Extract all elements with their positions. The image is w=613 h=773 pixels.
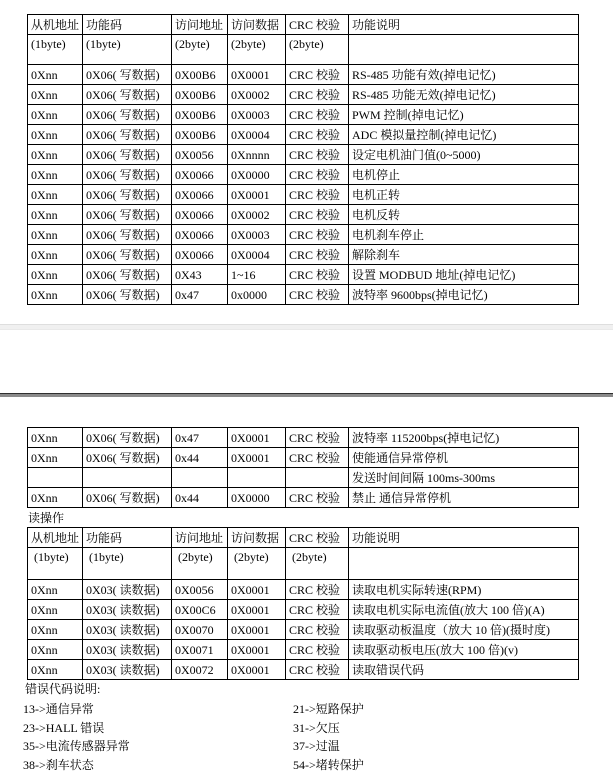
table-row <box>28 205 579 225</box>
table-cell: 0X0072 <box>172 660 228 680</box>
read-table-byte-row <box>28 548 579 580</box>
read-operations-label: 读操作 <box>28 510 64 526</box>
table-row <box>28 640 579 660</box>
error-code-row <box>0 736 613 755</box>
table-row <box>28 225 579 245</box>
table-cell: 0X0002 <box>228 205 286 225</box>
table-cell: CRC 校验 <box>286 225 349 245</box>
table-cell: 读取电机实际电流值(放大 100 倍)(A) <box>349 600 579 620</box>
table-cell: CRC 校验 <box>286 528 349 548</box>
table-cell: CRC 校验 <box>286 205 349 225</box>
table-cell: 0Xnn <box>28 125 83 145</box>
table-cell: CRC 校验 <box>286 428 349 448</box>
table-cell: 访问数据 <box>228 15 286 35</box>
table-cell: 0Xnn <box>28 620 83 640</box>
table-cell: 功能码 <box>83 15 172 35</box>
error-codes-section <box>0 681 613 773</box>
table-cell: CRC 校验 <box>286 265 349 285</box>
table-cell: 0X00B6 <box>172 125 228 145</box>
table-cell: 0X0001 <box>228 65 286 85</box>
write-command-table <box>27 14 579 305</box>
table-cell: ADC 模拟量控制(掉电记忆) <box>349 125 579 145</box>
table-cell: 0X0056 <box>172 145 228 165</box>
error-code-item: 35->电流传感器异常 <box>23 737 130 754</box>
table-cell: 0X0001 <box>228 185 286 205</box>
table-cell: 0X03( 读数据) <box>83 580 172 600</box>
table-cell: 电机刹车停止 <box>349 225 579 245</box>
table-cell: 发送时间间隔 100ms-300ms <box>349 468 579 488</box>
error-code-item: 23->HALL 错误 <box>23 719 104 736</box>
table-cell: 0Xnn <box>28 448 83 468</box>
table-cell <box>172 468 228 488</box>
table-cell: CRC 校验 <box>286 105 349 125</box>
table-row <box>28 185 579 205</box>
table-cell: 0X0001 <box>228 448 286 468</box>
table-row <box>28 548 579 580</box>
table-row <box>28 468 579 488</box>
table-cell: (2byte) <box>228 548 286 580</box>
table-cell: PWM 控制(掉电记忆) <box>349 105 579 125</box>
table-cell: 0X0066 <box>172 245 228 265</box>
table-cell: 1~16 <box>228 265 286 285</box>
table-cell: 0Xnnnn <box>228 145 286 165</box>
table-cell: 0X0070 <box>172 620 228 640</box>
table-cell: CRC 校验 <box>286 285 349 305</box>
table-cell: (1byte) <box>28 548 83 580</box>
table-cell: 0X06( 写数据) <box>83 205 172 225</box>
table-row <box>28 285 579 305</box>
table-cell: CRC 校验 <box>286 245 349 265</box>
table-cell: CRC 校验 <box>286 488 349 508</box>
error-code-item: 21->短路保护 <box>293 700 364 717</box>
table-cell: 读取电机实际转速(RPM) <box>349 580 579 600</box>
table-cell: 0X06( 写数据) <box>83 85 172 105</box>
table-cell: 电机停止 <box>349 165 579 185</box>
error-codes-title: 错误代码说明: <box>25 681 613 699</box>
table-cell: 0X00B6 <box>172 85 228 105</box>
write-table-body <box>28 65 579 305</box>
read-command-table <box>27 527 579 680</box>
table-cell: 0X03( 读数据) <box>83 660 172 680</box>
table-row <box>28 660 579 680</box>
table-cell: 波特率 9600bps(掉电记忆) <box>349 285 579 305</box>
table-cell <box>286 468 349 488</box>
table-cell: 电机正转 <box>349 185 579 205</box>
table-cell: 0Xnn <box>28 285 83 305</box>
table-cell: 0Xnn <box>28 428 83 448</box>
table-cell: 访问地址 <box>172 528 228 548</box>
table-cell: 访问数据 <box>228 528 286 548</box>
table-cell: 0X00C6 <box>172 600 228 620</box>
read-table-body <box>28 580 579 680</box>
table-cell: 0X03( 读数据) <box>83 620 172 640</box>
table-cell: 从机地址 <box>28 15 83 35</box>
table-cell: 0X0000 <box>228 165 286 185</box>
table-cell: RS-485 功能有效(掉电记忆) <box>349 65 579 85</box>
table-cell: 0Xnn <box>28 65 83 85</box>
table-cell: 0X06( 写数据) <box>83 185 172 205</box>
table-cell: 读取驱动板温度（放大 10 倍)(摄时度) <box>349 620 579 640</box>
table-row <box>28 620 579 640</box>
table-cell: 0X0001 <box>228 428 286 448</box>
table-row <box>28 35 579 65</box>
table-cell: 0Xnn <box>28 640 83 660</box>
table-cell: 0x0000 <box>228 285 286 305</box>
table-cell: 0x44 <box>172 488 228 508</box>
table-cell: 功能说明 <box>349 15 579 35</box>
table-cell: RS-485 功能无效(掉电记忆) <box>349 85 579 105</box>
table-cell: 读取驱动板电压(放大 100 倍)(v) <box>349 640 579 660</box>
table-cell: 0x47 <box>172 285 228 305</box>
table-cell: 功能码 <box>83 528 172 548</box>
table-cell: CRC 校验 <box>286 65 349 85</box>
table-row <box>28 428 579 448</box>
table-cell: 设置 MODBUD 地址(掉电记忆) <box>349 265 579 285</box>
table-cell: 0X06( 写数据) <box>83 225 172 245</box>
table-row <box>28 265 579 285</box>
table-row <box>28 15 579 35</box>
table-cell: 功能说明 <box>349 528 579 548</box>
write-table-continued-body <box>28 428 579 508</box>
table-cell: 0x47 <box>172 428 228 448</box>
table-cell: 0Xnn <box>28 105 83 125</box>
table-cell: CRC 校验 <box>286 620 349 640</box>
write-command-table-continued <box>27 427 579 508</box>
table-cell: 0X0004 <box>228 125 286 145</box>
table-cell: 设定电机油门值(0~5000) <box>349 145 579 165</box>
section-divider <box>0 393 613 397</box>
table-row <box>28 580 579 600</box>
table-row <box>28 85 579 105</box>
table-cell: 0Xnn <box>28 265 83 285</box>
table-row <box>28 528 579 548</box>
table-cell: CRC 校验 <box>286 125 349 145</box>
table-cell: 0X0001 <box>228 620 286 640</box>
table-cell: 0Xnn <box>28 185 83 205</box>
table-cell: 0X0000 <box>228 488 286 508</box>
table-cell: 0X0001 <box>228 600 286 620</box>
table-row <box>28 600 579 620</box>
error-code-item: 31->欠压 <box>293 719 340 736</box>
table-cell <box>28 468 83 488</box>
table-cell <box>349 35 579 65</box>
table-cell: (2byte) <box>286 548 349 580</box>
table-cell: 0X06( 写数据) <box>83 448 172 468</box>
table-cell: 0X06( 写数据) <box>83 125 172 145</box>
table-cell: 0X0001 <box>228 580 286 600</box>
table-cell: 0x44 <box>172 448 228 468</box>
table-cell: 0X03( 读数据) <box>83 640 172 660</box>
error-code-item: 37->过温 <box>293 737 340 754</box>
table-cell: CRC 校验 <box>286 145 349 165</box>
table-cell: 0Xnn <box>28 145 83 165</box>
table-cell: (1byte) <box>83 35 172 65</box>
table-cell: 0X03( 读数据) <box>83 600 172 620</box>
table-cell: 使能通信异常停机 <box>349 448 579 468</box>
table-cell: 波特率 115200bps(掉电记忆) <box>349 428 579 448</box>
table-cell: 0Xnn <box>28 580 83 600</box>
table-cell: 0X06( 写数据) <box>83 428 172 448</box>
page-separator <box>0 324 613 330</box>
table-cell: 0X0003 <box>228 105 286 125</box>
table-cell: 0X00B6 <box>172 65 228 85</box>
table-row <box>28 145 579 165</box>
table-row <box>28 125 579 145</box>
table-cell: 0Xnn <box>28 660 83 680</box>
table-cell: 0X0001 <box>228 660 286 680</box>
table-cell: 从机地址 <box>28 528 83 548</box>
table-row <box>28 245 579 265</box>
table-cell <box>228 468 286 488</box>
table-cell: 0Xnn <box>28 488 83 508</box>
error-code-item: 54->堵转保护 <box>293 756 364 773</box>
table-row <box>28 65 579 85</box>
table-cell: (2byte) <box>172 35 228 65</box>
table-cell: CRC 校验 <box>286 580 349 600</box>
table-cell: CRC 校验 <box>286 660 349 680</box>
error-code-item: 38->刹车状态 <box>23 756 94 773</box>
table-cell: (1byte) <box>28 35 83 65</box>
table-cell: 0X0001 <box>228 640 286 660</box>
table-cell: 0X0071 <box>172 640 228 660</box>
error-code-row <box>0 718 613 737</box>
table-row <box>28 488 579 508</box>
table-cell: 访问地址 <box>172 15 228 35</box>
table-cell: CRC 校验 <box>286 15 349 35</box>
table-cell: (1byte) <box>83 548 172 580</box>
table-cell: 0X06( 写数据) <box>83 65 172 85</box>
table-cell: 0X06( 写数据) <box>83 245 172 265</box>
table-cell: 0X0004 <box>228 245 286 265</box>
table-cell: 0X0066 <box>172 225 228 245</box>
table-cell: 0Xnn <box>28 600 83 620</box>
table-cell: (2byte) <box>228 35 286 65</box>
table-cell: CRC 校验 <box>286 165 349 185</box>
table-cell: CRC 校验 <box>286 640 349 660</box>
table-row <box>28 105 579 125</box>
table-cell: 0X06( 写数据) <box>83 145 172 165</box>
table-cell: 读取错误代码 <box>349 660 579 680</box>
table-cell: 0X0066 <box>172 205 228 225</box>
table-cell: 0X43 <box>172 265 228 285</box>
table-cell: CRC 校验 <box>286 600 349 620</box>
table-row <box>28 165 579 185</box>
table-cell: CRC 校验 <box>286 185 349 205</box>
table-cell: 0X0003 <box>228 225 286 245</box>
write-table-byte-row <box>28 35 579 65</box>
table-cell: 0X06( 写数据) <box>83 105 172 125</box>
table-cell: 0Xnn <box>28 245 83 265</box>
table-cell: 禁止 通信异常停机 <box>349 488 579 508</box>
table-cell: 0X00B6 <box>172 105 228 125</box>
table-cell: 电机反转 <box>349 205 579 225</box>
table-cell: 0X0066 <box>172 185 228 205</box>
table-cell: 0X06( 写数据) <box>83 165 172 185</box>
write-table-header <box>28 15 579 35</box>
table-row <box>28 448 579 468</box>
table-cell: 0X0056 <box>172 580 228 600</box>
table-cell: 0X06( 写数据) <box>83 285 172 305</box>
table-cell: 0Xnn <box>28 205 83 225</box>
table-cell: 0X0002 <box>228 85 286 105</box>
table-cell: 0X0066 <box>172 165 228 185</box>
table-cell: CRC 校验 <box>286 85 349 105</box>
table-cell: 0Xnn <box>28 165 83 185</box>
table-cell <box>83 468 172 488</box>
table-cell: 0Xnn <box>28 85 83 105</box>
table-cell: 0X06( 写数据) <box>83 265 172 285</box>
error-code-item: 13->通信异常 <box>23 700 94 717</box>
read-table-header <box>28 528 579 548</box>
table-cell: (2byte) <box>286 35 349 65</box>
table-cell: 0X06( 写数据) <box>83 488 172 508</box>
table-cell: 0Xnn <box>28 225 83 245</box>
table-cell <box>349 548 579 580</box>
error-code-row <box>0 699 613 718</box>
table-cell: 解除刹车 <box>349 245 579 265</box>
table-cell: (2byte) <box>172 548 228 580</box>
error-code-row <box>0 755 613 773</box>
table-cell: CRC 校验 <box>286 448 349 468</box>
